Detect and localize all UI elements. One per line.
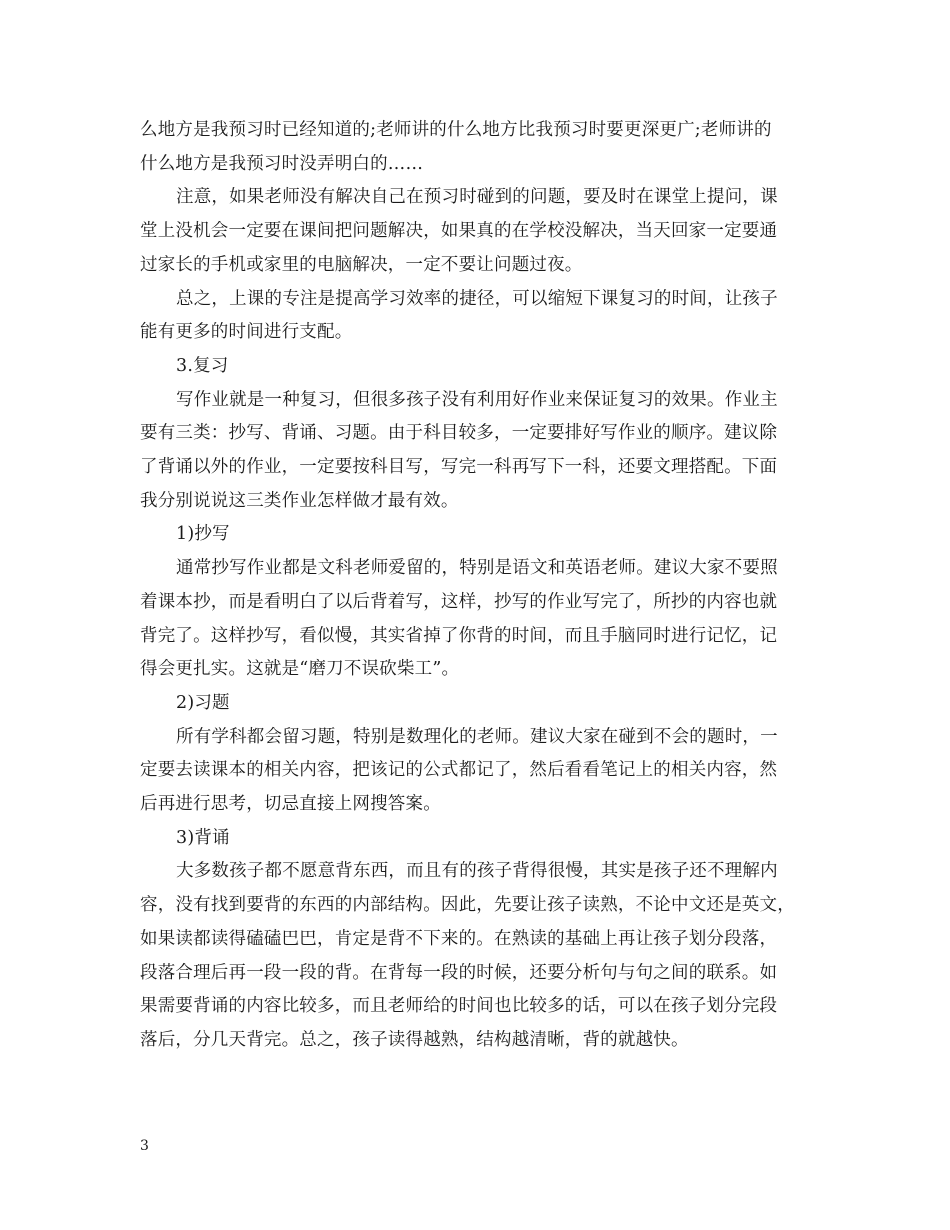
- text-line: 果需要背诵的内容比较多，而且老师给的时间也比较多的话，可以在孩子划分完段: [140, 996, 778, 1017]
- text-line: 容，没有找到要背的东西的内部结构。因此，先要让孩子读熟，不论中文还是英文，: [140, 895, 795, 916]
- text-line: 所有学科都会留习题，特别是数理化的老师。建议大家在碰到不会的题时，一: [176, 726, 778, 747]
- text-line: 得会更扎实。这就是“磨刀不误砍柴工”。: [140, 659, 460, 680]
- text-line: 了背诵以外的作业，一定要按科目写，写完一科再写下一科，还要文理搭配。下面: [140, 457, 778, 478]
- text-line: 段落合理后再一段一段的背。在背每一段的时候，还要分析句与句之间的联系。如: [140, 962, 778, 983]
- page-number: 3: [140, 1138, 149, 1154]
- text-line: 堂上没机会一定要在课间把问题解决，如果真的在学校没解决，当天回家一定要通: [140, 221, 778, 242]
- text-line: 总之，上课的专注是提高学习效率的捷径，可以缩短下课复习的时间，让孩子: [176, 288, 778, 309]
- text-line: 写作业就是一种复习，但很多孩子没有利用好作业来保证复习的效果。作业主: [176, 389, 778, 410]
- text-line: 后再进行思考，切忌直接上网搜答案。: [140, 794, 441, 815]
- text-line: 注意，如果老师没有解决自己在预习时碰到的问题，要及时在课堂上提问，课: [176, 187, 778, 208]
- text-line: 过家长的手机或家里的电脑解决，一定不要让问题过夜。: [140, 254, 583, 275]
- text-line: 能有更多的时间进行支配。: [140, 322, 353, 343]
- text-line: 定要去读课本的相关内容，把该记的公式都记了，然后看看笔记上的相关内容，然: [140, 760, 778, 781]
- text-line: 背完了。这样抄写，看似慢，其实省掉了你背的时间，而且手脑同时进行记忆，记: [140, 625, 778, 646]
- text-line: 要有三类：抄写、背诵、习题。由于科目较多，一定要排好写作业的顺序。建议除: [140, 423, 778, 444]
- text-line: 1)抄写: [176, 524, 230, 545]
- body-text: [140, 114, 812, 1058]
- text-line: 我分别说说这三类作业怎样做才最有效。: [140, 490, 459, 511]
- text-line: 2)习题: [176, 692, 230, 713]
- text-line: 通常抄写作业都是文科老师爱留的，特别是语文和英语老师。建议大家不要照: [176, 558, 778, 579]
- text-line: 落后，分几天背完。总之，孩子读得越熟，结构越清晰，背的就越快。: [140, 1029, 689, 1050]
- text-line: 如果读都读得磕磕巴巴，肯定是背不下来的。在熟读的基础上再让孩子划分段落，: [140, 928, 778, 949]
- text-line: 么地方是我预习时已经知道的;老师讲的什么地方比我预习时要更深更广;老师讲的: [140, 120, 772, 140]
- text-line: 3)背诵: [176, 827, 230, 848]
- text-line: 大多数孩子都不愿意背东西，而且有的孩子背得很慢，其实是孩子还不理解内: [176, 861, 778, 882]
- text-line: 什么地方是我预习时没弄明白的……: [140, 153, 424, 174]
- text-line: 着课本抄，而是看明白了以后背着写，这样，抄写的作业写完了，所抄的内容也就: [140, 591, 778, 612]
- text-line: 3.复习: [176, 355, 229, 376]
